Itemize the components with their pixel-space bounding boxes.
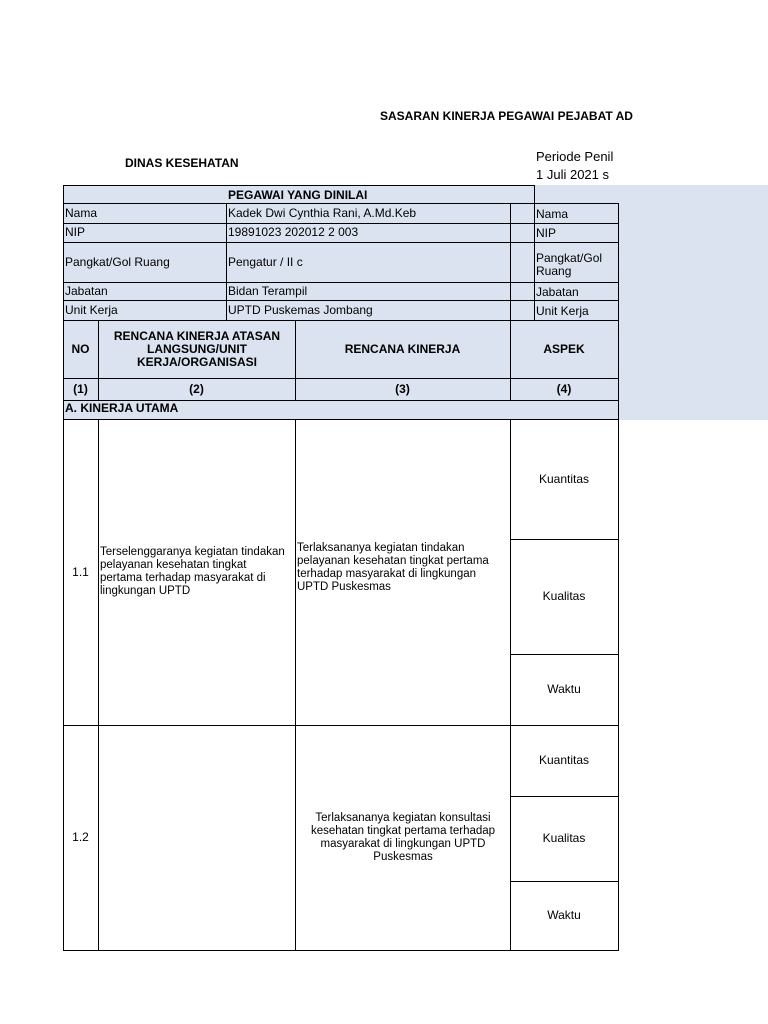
row-1-aspek-kualitas: Kualitas	[542, 589, 586, 603]
header-aspek: ASPEK	[543, 341, 585, 356]
row-1-rencana: Terlaksananya kegiatan tindakan pelayanan kesehatan tingkat pertama terhadap masyarakat di lingkungan UPTD Puskesmas	[297, 542, 489, 593]
row-1-atasan: Terselenggaranya kegiatan tindakan pelayanan kesehatan tingkat pertama terhadap masyarakat di lingkungan UPTD	[100, 546, 285, 597]
row-2-atasan	[100, 725, 290, 950]
row-1-no: 1.1	[72, 564, 89, 579]
document-title: SASARAN KINERJA PEGAWAI PEJABAT AD	[380, 109, 633, 123]
right-label-jabatan: Jabatan	[536, 285, 579, 299]
period-value: 1 Juli 2021 s	[536, 167, 609, 182]
header-atasan: RENCANA KINERJA ATASAN LANGSUNG/UNIT KERJA/ORGANISASI	[113, 328, 281, 369]
right-label-nama: Nama	[536, 207, 569, 221]
header-rencana: RENCANA KINERJA	[344, 341, 461, 356]
period-label: Periode Penil	[536, 149, 614, 164]
employee-section-header: PEGAWAI YANG DINILAI	[228, 188, 368, 202]
field-label-unit: Unit Kerja	[65, 303, 118, 317]
row-2-rencana: Terlaksananya kegiatan konsultasi kesehatan tingkat pertama terhadap masyarakat di lingkungan UPTD Puskesmas	[310, 811, 496, 863]
row-2-aspek-kualitas: Kualitas	[542, 831, 586, 845]
field-value-pangkat: Pengatur / II c	[228, 255, 303, 269]
row-2-no: 1.2	[72, 830, 89, 844]
row-1-aspek-kuantitas: Kuantitas	[538, 471, 590, 486]
field-label-jabatan: Jabatan	[65, 284, 108, 298]
header-no: NO	[71, 341, 90, 356]
field-label-nama: Nama	[65, 206, 98, 220]
field-value-jabatan: Bidan Terampil	[228, 284, 308, 298]
section-a-label: A. KINERJA UTAMA	[65, 401, 179, 415]
agency-name: DINAS KESEHATAN	[125, 156, 239, 170]
right-label-pangkat: Pangkat/Gol Ruang	[536, 251, 603, 278]
col-number-1: (1)	[73, 381, 88, 396]
field-label-nip: NIP	[65, 225, 86, 239]
field-label-pangkat: Pangkat/Gol Ruang	[65, 255, 170, 269]
col-number-2: (2)	[189, 381, 204, 396]
right-label-nip: NIP	[536, 226, 557, 240]
right-label-unit: Unit Kerja	[536, 304, 589, 318]
col-number-3: (3)	[395, 381, 410, 396]
row-1-aspek-waktu: Waktu	[547, 682, 581, 696]
row-2-aspek-waktu: Waktu	[547, 908, 581, 922]
field-value-nama: Kadek Dwi Cynthia Rani, A.Md.Keb	[228, 206, 417, 220]
row-2-aspek-kuantitas: Kuantitas	[538, 753, 590, 767]
field-value-unit: UPTD Puskemas Jombang	[228, 303, 373, 317]
field-value-nip: 19891023 202012 2 003	[228, 225, 359, 239]
col-number-4: (4)	[556, 381, 572, 396]
